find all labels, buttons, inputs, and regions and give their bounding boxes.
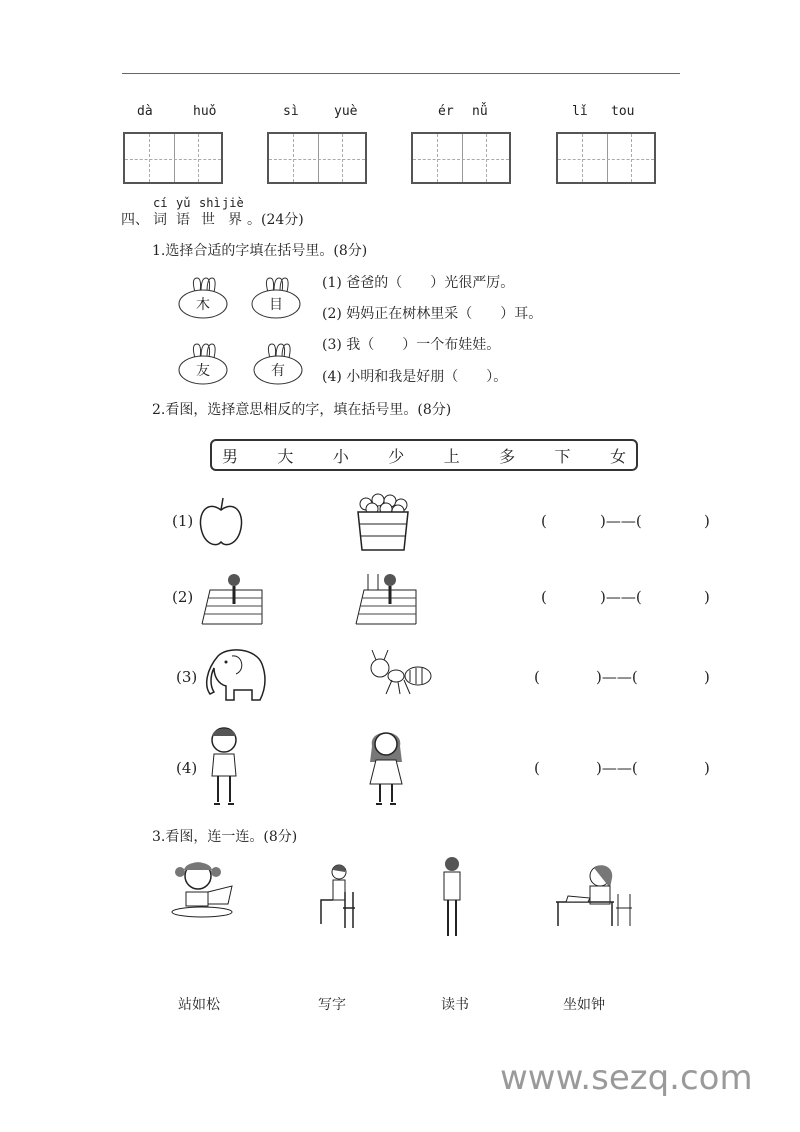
pinyin: nǚ — [472, 104, 488, 119]
elephant-icon — [204, 646, 270, 704]
answer-bracket[interactable]: ( — [534, 759, 540, 777]
choice-char: 木 — [196, 297, 210, 313]
row-label: (4) — [176, 759, 198, 777]
word: 上 — [443, 446, 460, 466]
sentence: (3) 我（ ）一个布娃娃。 — [322, 337, 501, 353]
answer-bracket[interactable]: )——( — [600, 588, 642, 606]
word: 男 — [222, 446, 239, 466]
sentence: (2) 妈妈正在树林里采（ ）耳。 — [322, 306, 543, 322]
match-label[interactable]: 坐如钟 — [563, 997, 605, 1013]
row-label: (3) — [176, 668, 198, 686]
ant-icon — [366, 648, 434, 698]
bunny-choice[interactable] — [252, 340, 304, 388]
answer-bracket[interactable]: )——( — [596, 668, 638, 686]
section-prefix: 四、 — [121, 212, 149, 228]
bunny-choice[interactable] — [177, 340, 229, 388]
writing-box[interactable] — [556, 132, 656, 184]
row-label: (2) — [172, 588, 194, 606]
pinyin: ér — [438, 104, 454, 119]
girl-sitting-icon[interactable] — [315, 862, 357, 930]
word: 小 — [332, 446, 349, 466]
answer-bracket[interactable]: ) — [704, 512, 710, 530]
q3-title: 3.看图，连一连。(8分) — [152, 829, 298, 845]
sentence: (1) 爸爸的（ ）光很严厉。 — [322, 275, 515, 291]
word: 多 — [499, 446, 516, 466]
answer-bracket[interactable]: ( — [541, 588, 547, 606]
writing-box[interactable] — [123, 132, 223, 184]
pinyin: cí — [153, 196, 168, 210]
apple-icon — [198, 496, 244, 550]
choice-char: 有 — [271, 363, 285, 379]
choice-char: 友 — [196, 363, 210, 379]
girl-icon — [366, 726, 406, 808]
girl-down-stairs-icon — [200, 570, 264, 626]
pinyin: shì — [199, 196, 221, 210]
pinyin: yuè — [334, 104, 358, 119]
pinyin: dà — [137, 104, 153, 119]
girl-writing-icon[interactable] — [554, 864, 634, 928]
writing-box[interactable] — [411, 132, 511, 184]
girl-reading-icon[interactable] — [168, 858, 238, 920]
word: 下 — [554, 446, 571, 466]
match-label[interactable]: 站如松 — [178, 997, 220, 1013]
choice-char: 目 — [269, 297, 283, 313]
section-title-char: 界 — [228, 212, 242, 228]
writing-box[interactable] — [267, 132, 367, 184]
word-bank — [210, 439, 638, 471]
pinyin: lǐ — [572, 104, 588, 119]
bunny-choice[interactable] — [250, 274, 302, 322]
sentence: (4) 小明和我是好朋（ ）。 — [322, 369, 508, 385]
pinyin: yǔ — [176, 196, 191, 210]
boy-icon — [204, 724, 244, 808]
match-label[interactable]: 写字 — [318, 997, 346, 1013]
row-label: (1) — [172, 512, 194, 530]
answer-bracket[interactable]: ) — [704, 759, 710, 777]
answer-bracket[interactable]: ( — [534, 668, 540, 686]
answer-bracket[interactable]: )——( — [596, 759, 638, 777]
section-title-char: 世 — [201, 212, 215, 228]
word: 女 — [609, 446, 626, 466]
answer-bracket[interactable]: ) — [704, 588, 710, 606]
header-rule — [122, 73, 680, 74]
man-standing-icon[interactable] — [438, 856, 466, 938]
pinyin: huǒ — [193, 104, 217, 119]
q1-title: 1.选择合适的字填在括号里。(8分) — [152, 243, 368, 259]
pinyin: tou — [611, 104, 635, 119]
bunny-choice[interactable] — [177, 274, 229, 322]
q2-title: 2.看图，选择意思相反的字，填在括号里。(8分) — [152, 402, 452, 418]
watermark: www.sezq.com — [500, 1058, 753, 1098]
pinyin: jiè — [222, 196, 244, 210]
section-title-char: 词 — [153, 212, 167, 228]
answer-bracket[interactable]: )——( — [600, 512, 642, 530]
section-title-char: 语 — [176, 212, 190, 228]
girl-up-stairs-icon — [354, 570, 418, 626]
pinyin: sì — [283, 104, 299, 119]
basket-of-apples-icon — [354, 492, 412, 552]
match-label[interactable]: 读书 — [441, 997, 469, 1013]
word: 大 — [277, 446, 294, 466]
answer-bracket[interactable]: ( — [541, 512, 547, 530]
section-score: 。(24分) — [247, 212, 304, 228]
word: 少 — [388, 446, 405, 466]
answer-bracket[interactable]: ) — [704, 668, 710, 686]
